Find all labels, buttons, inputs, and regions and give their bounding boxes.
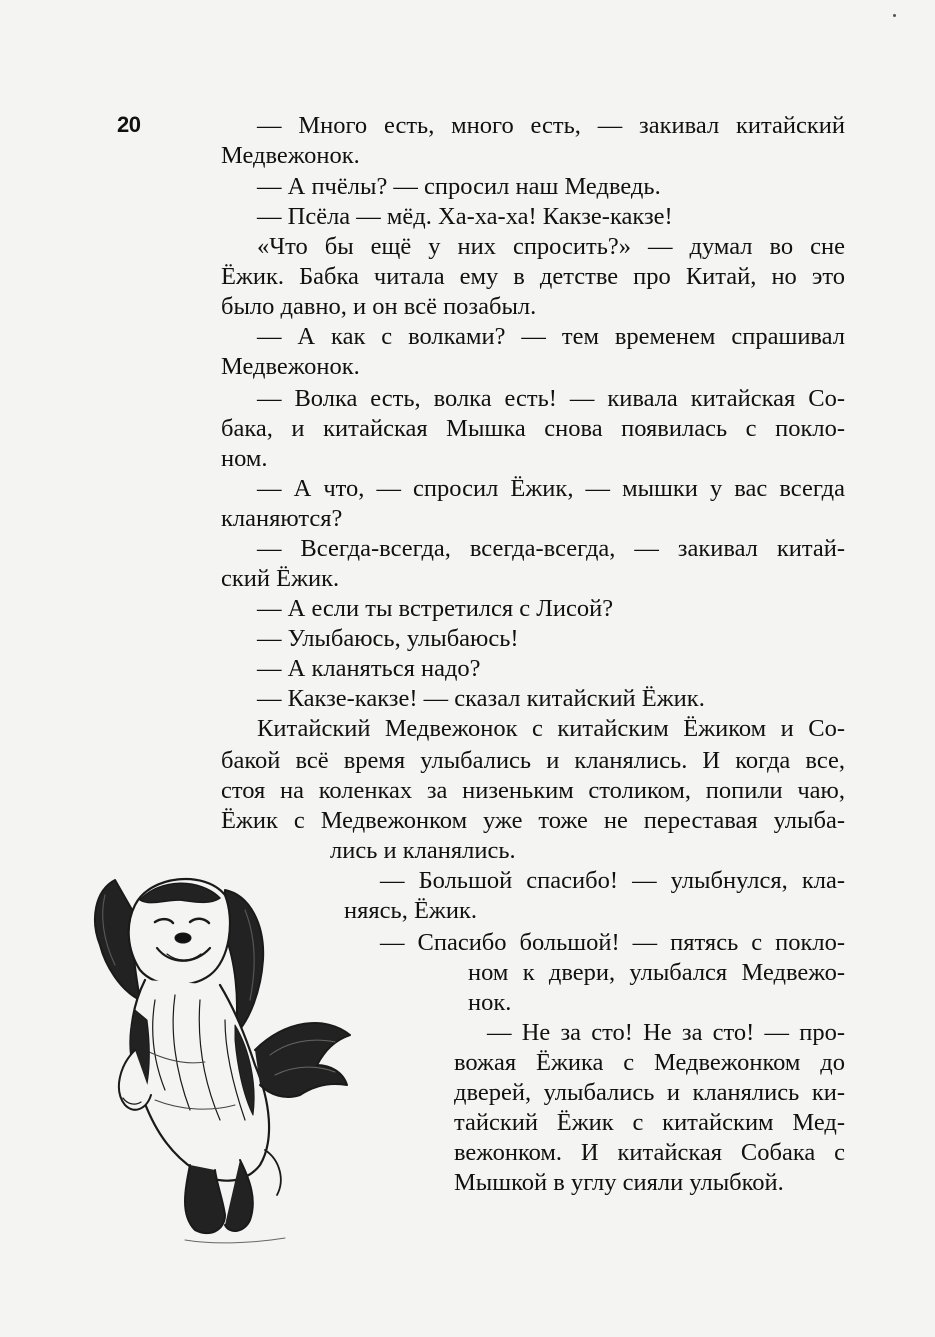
text-line: Медвежонок. xyxy=(221,353,360,380)
text-line: Китайский Медвежонок с китайским Ёжиком и Со- xyxy=(257,715,845,742)
text-line: няясь, Ёжик. xyxy=(344,897,477,924)
dog-illustration-icon xyxy=(85,850,375,1250)
text-line: было давно, и он всё позабыл. xyxy=(221,293,537,320)
text-line: — Всегда-всегда, всегда-всегда, — закивал китай- xyxy=(257,535,845,562)
text-line: бака, и китайская Мышка снова появилась с покло- xyxy=(221,415,845,442)
text-line: — Много есть, много есть, — закивал китайский xyxy=(257,112,845,139)
text-line: — Спасибо большой! — пятясь с покло- xyxy=(380,929,845,956)
text-line: — А что, — спросил Ёжик, — мышки у вас всегда xyxy=(257,475,845,502)
text-line: ном. xyxy=(221,445,268,472)
text-line: ский Ёжик. xyxy=(221,565,340,592)
text-line: — Псёла — мёд. Ха-ха-ха! Какзе-какзе! xyxy=(257,203,673,230)
text-line: Мышкой в углу сияли улыбкой. xyxy=(454,1169,784,1196)
text-line: Медвежонок. xyxy=(221,142,360,169)
text-line: лись и кланялись. xyxy=(330,837,516,864)
print-speck xyxy=(893,14,896,17)
text-line: Ёжик. Бабка читала ему в детстве про Китай, но это xyxy=(221,263,845,290)
text-line: ном к двери, улыбался Медвежо- xyxy=(468,959,845,986)
text-line: — А если ты встретился с Лисой? xyxy=(257,595,614,622)
text-line: нок. xyxy=(468,989,512,1016)
text-line: — А кланяться надо? xyxy=(257,655,481,682)
text-line: — А пчёлы? — спросил наш Медведь. xyxy=(257,173,661,200)
text-line: — Большой спасибо! — улыбнулся, кла- xyxy=(380,867,845,894)
text-line: «Что бы ещё у них спросить?» — думал во сне xyxy=(257,233,845,260)
text-line: тайский Ёжик с китайским Мед- xyxy=(454,1109,845,1136)
text-line: кланяются? xyxy=(221,505,343,532)
text-line: Ёжик с Медвежонком уже тоже не переставая улыба- xyxy=(221,807,845,834)
text-line: — Не за сто! Не за сто! — про- xyxy=(487,1019,845,1046)
text-line: дверей, улыбались и кланялись ки- xyxy=(454,1079,845,1106)
text-line: — А как с волками? — тем временем спрашивал xyxy=(257,323,845,350)
text-line: стоя на коленках за низеньким столиком, попили чаю, xyxy=(221,777,845,804)
text-line: — Какзе-какзе! — сказал китайский Ёжик. xyxy=(257,685,705,712)
text-line: вожая Ёжика с Медвежонком до xyxy=(454,1049,845,1076)
text-line: бакой всё время улыбались и кланялись. И когда все, xyxy=(221,747,845,774)
page-number: 20 xyxy=(117,112,141,137)
text-line: — Улыбаюсь, улыбаюсь! xyxy=(257,625,519,652)
text-line: — Волка есть, волка есть! — кивала китайская Со- xyxy=(257,385,845,412)
text-line: вежонком. И китайская Собака с xyxy=(454,1139,845,1166)
